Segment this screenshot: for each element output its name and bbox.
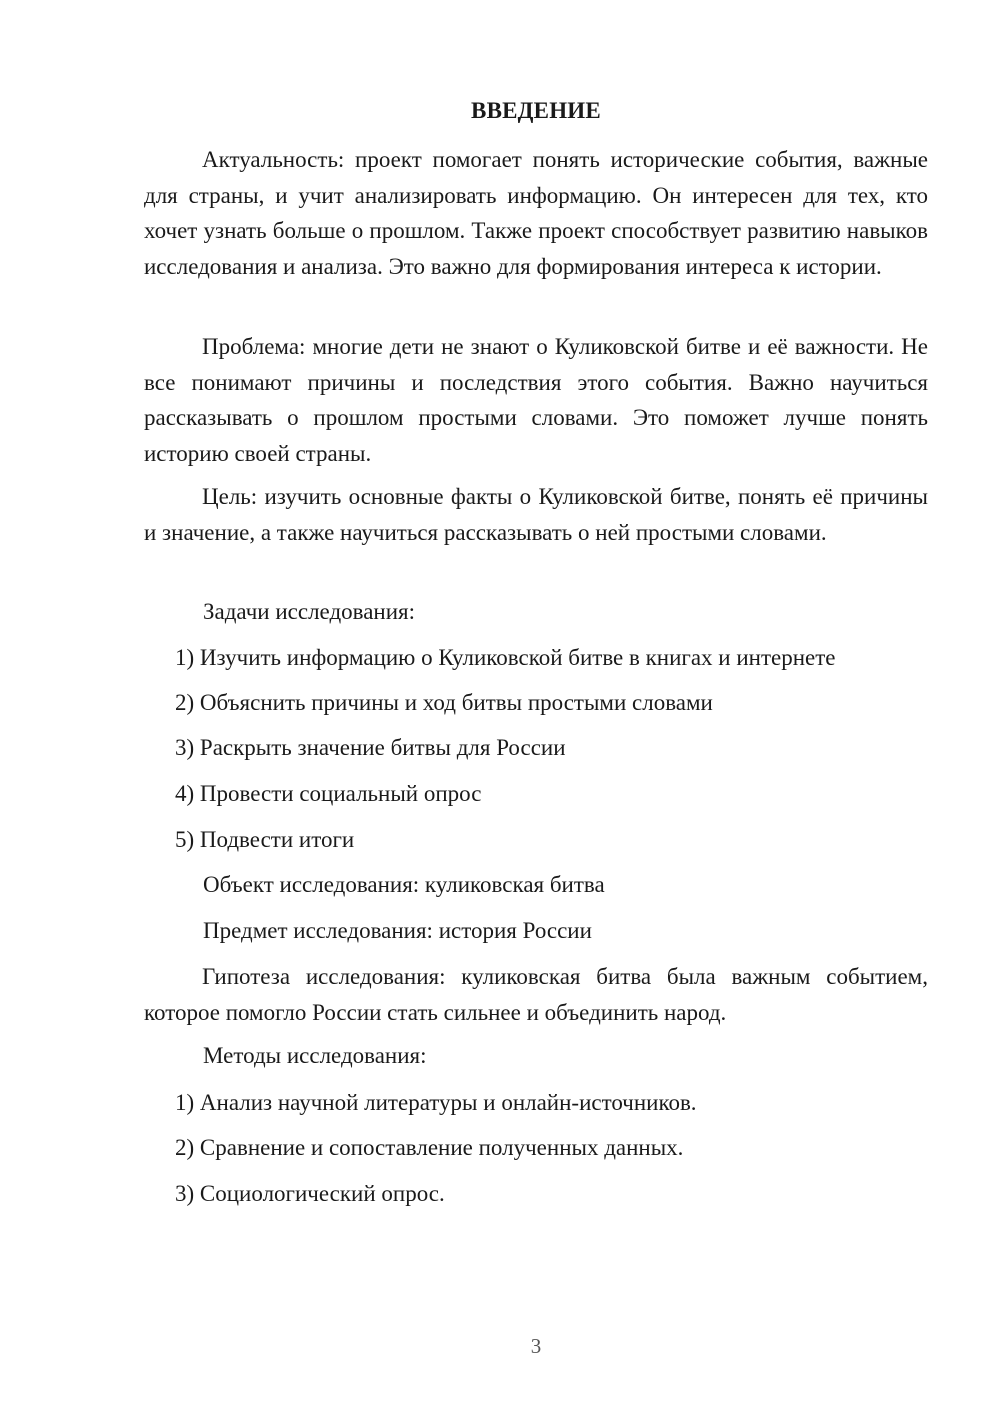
method-item: 3) Социологический опрос. <box>175 1181 445 1206</box>
task-item: 5) Подвести итоги <box>175 827 355 852</box>
task-item: 1) Изучить информацию о Куликовской битве в книгах и интернете <box>175 645 836 670</box>
method-item: 2) Сравнение и сопоставление полученных данных. <box>175 1135 684 1160</box>
goal-paragraph: Цель: изучить основные факты о Куликовской битве, понять её причины и значение, а также научиться рассказывать о ней простыми словами. <box>144 484 928 545</box>
methods-heading: Методы исследования: <box>203 1043 427 1068</box>
section-heading: ВВЕДЕНИЕ <box>471 98 601 123</box>
task-item: 4) Провести социальный опрос <box>175 781 482 806</box>
page-number: 3 <box>530 1334 542 1358</box>
method-item: 1) Анализ научной литературы и онлайн-источников. <box>175 1090 697 1115</box>
task-item: 3) Раскрыть значение битвы для России <box>175 735 566 760</box>
research-subject: Предмет исследования: история России <box>203 918 592 943</box>
tasks-heading: Задачи исследования: <box>203 599 416 624</box>
relevance-paragraph: Актуальность: проект помогает понять исторические события, важные для страны, и учит анализировать информацию. Он интересен для тех, кто хочет узнать больше о прошлом. Также проект способствует развитию навыков исследования и анализа. Это важно для формирования интереса к истории. <box>144 147 928 279</box>
hypothesis-paragraph: Гипотеза исследования: куликовская битва была важным событием, которое помогло России стать сильнее и объединить народ. <box>144 964 928 1025</box>
task-item: 2) Объяснить причины и ход битвы простыми словами <box>175 690 713 715</box>
research-object: Объект исследования: куликовская битва <box>203 872 605 897</box>
problem-paragraph: Проблема: многие дети не знают о Куликовской битве и её важности. Не все понимают причины и последствия этого события. Важно научиться рассказывать о прошлом простыми словами. Это поможет лучше понять историю своей страны. <box>144 334 928 466</box>
